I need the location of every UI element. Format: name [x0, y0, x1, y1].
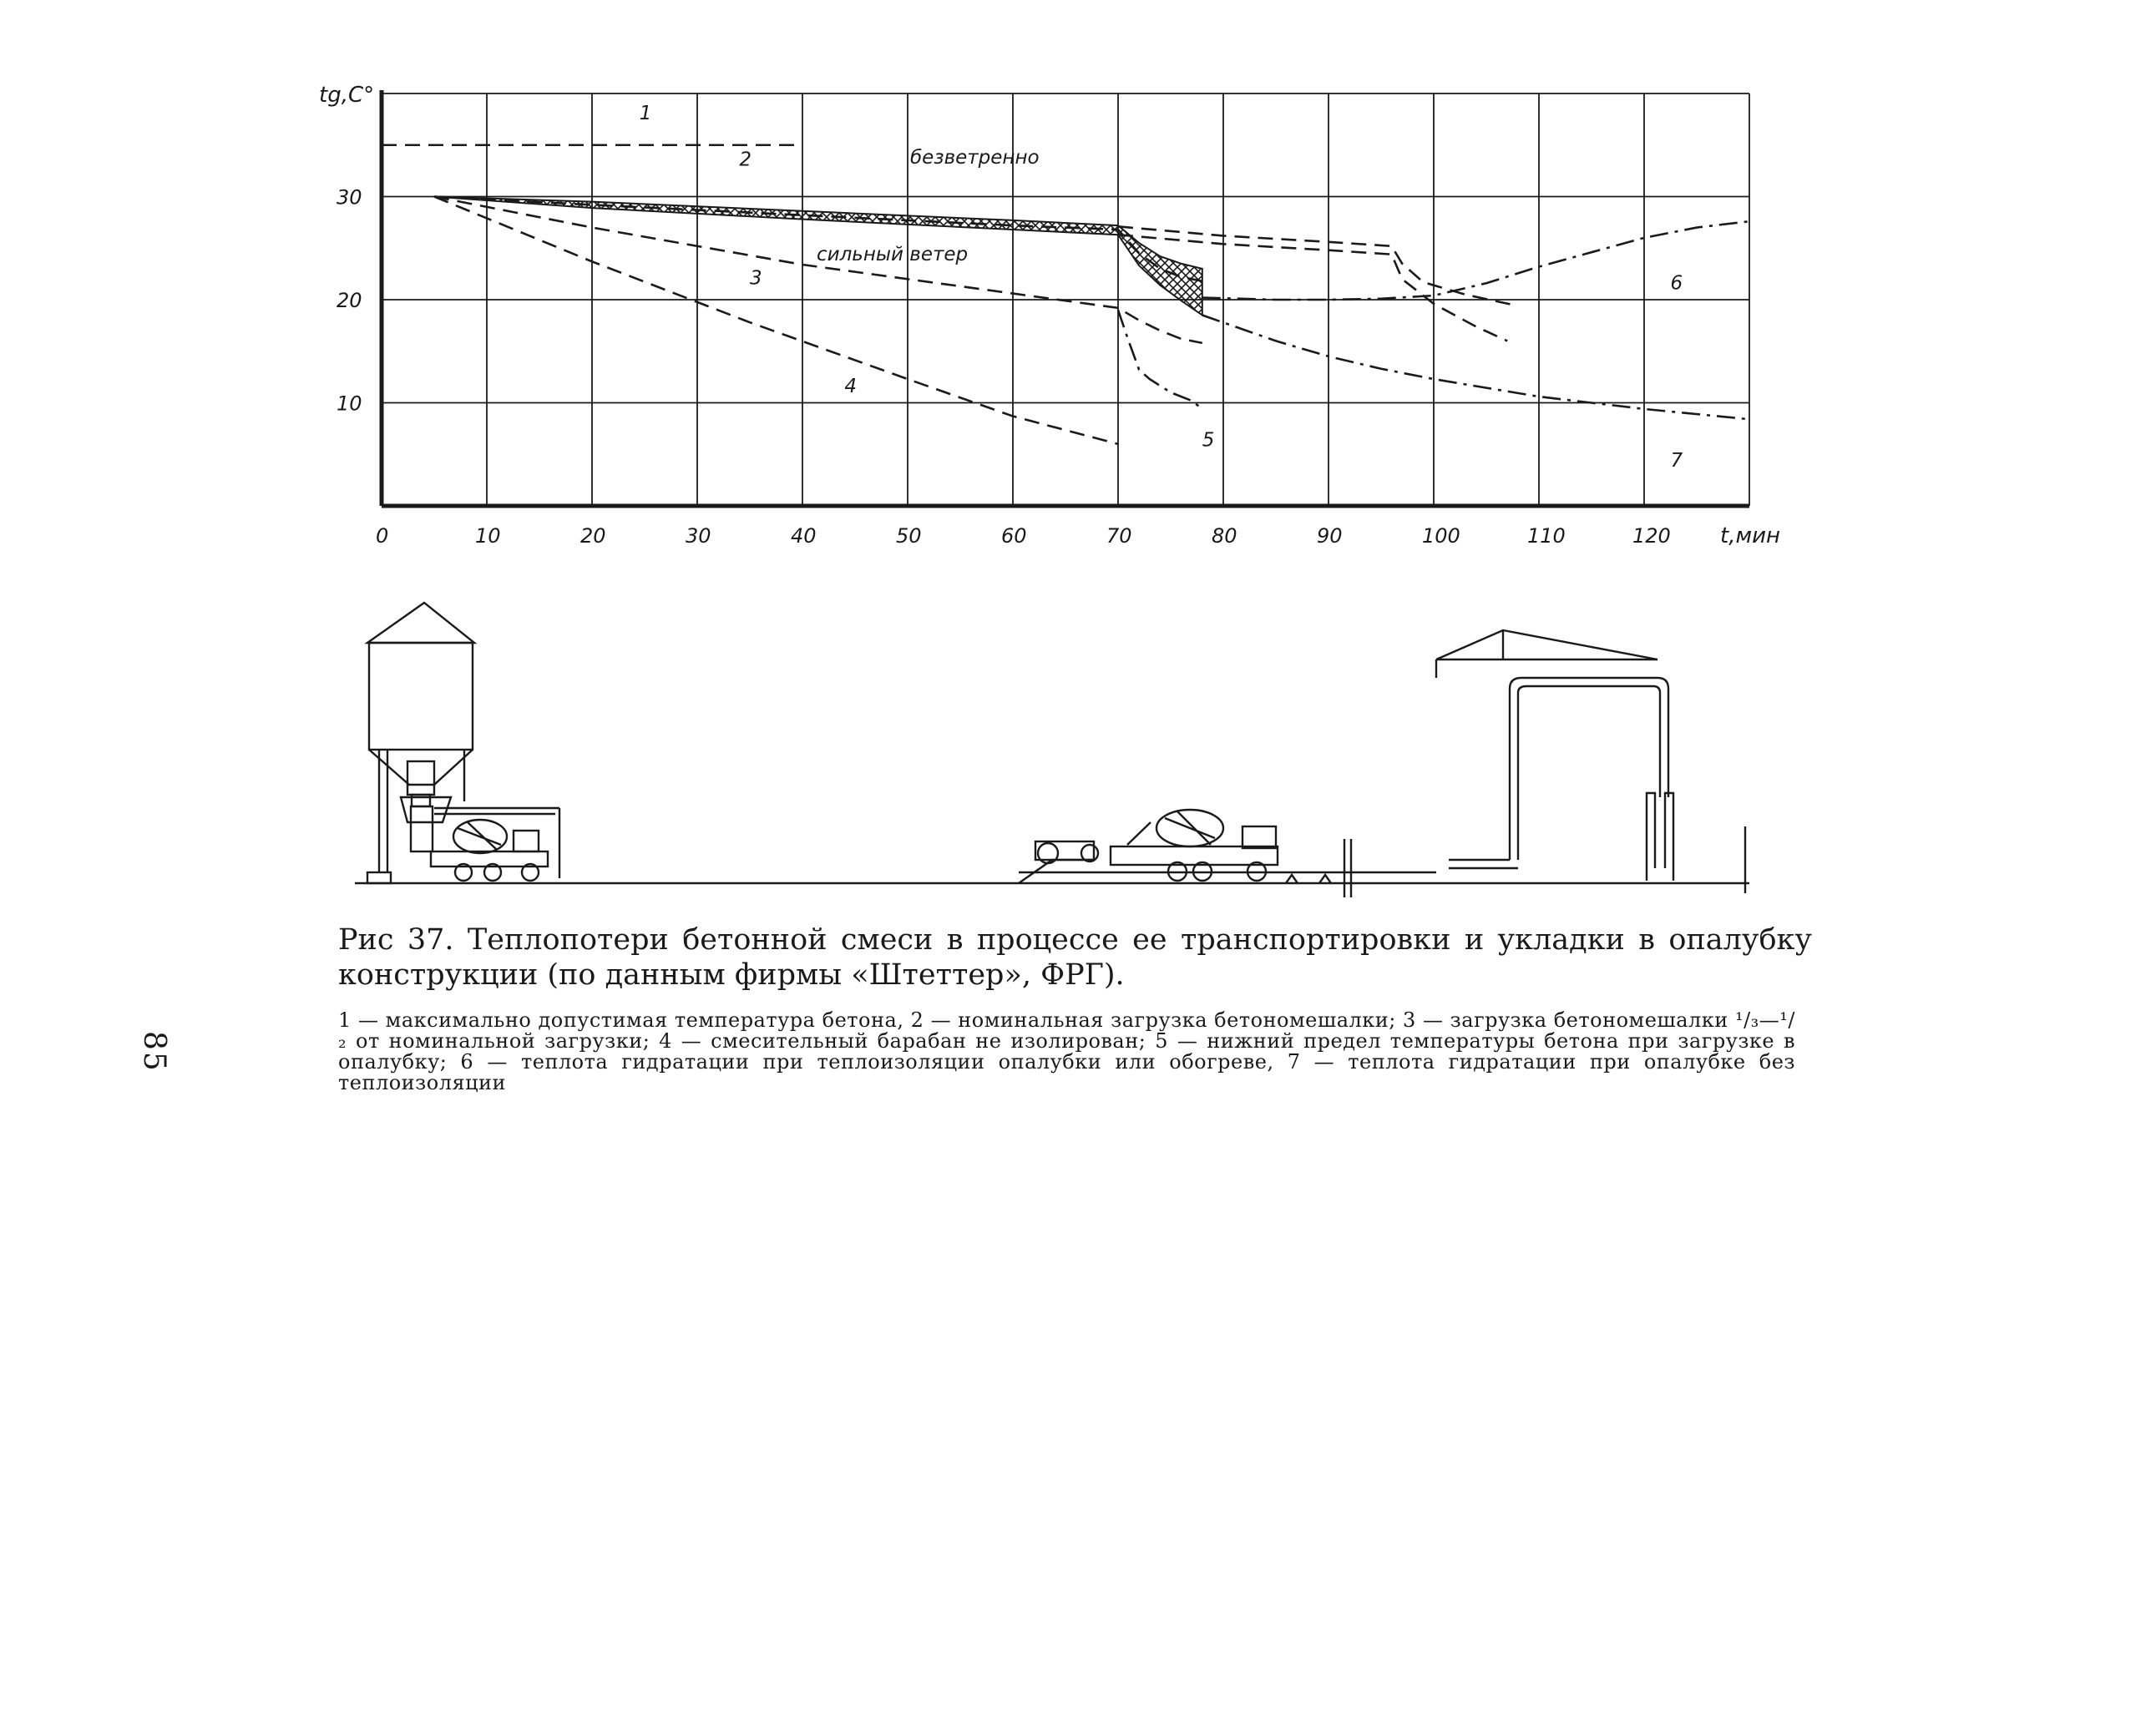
annotation-strong-wind: сильный ветер: [817, 244, 969, 265]
x-tick-label: 100: [1422, 524, 1460, 548]
page-number: 85: [137, 1031, 171, 1073]
x-tick-label: 120: [1632, 524, 1671, 548]
figure-caption: Рис 37. Теплопотери бетонной смеси в процессе ее транспортировки и укладки в опалубку конструкции (по данным фирмы «Штеттер», ФРГ).: [338, 923, 1812, 992]
annotation-no-wind: безветренно: [910, 147, 1040, 169]
x-tick-label: 90: [1317, 524, 1343, 548]
silo-illustration: [367, 603, 474, 883]
series-label-2: 2: [739, 149, 752, 171]
y-axis-label: tg,C°: [319, 83, 375, 108]
series-label-6: 6: [1670, 272, 1683, 295]
mixer-truck-left: [431, 820, 548, 881]
y-tick-label: 30: [337, 185, 362, 210]
series-label-1: 1: [639, 102, 652, 124]
x-tick-label: 0: [376, 524, 389, 548]
mixer-truck-right: [1019, 810, 1436, 883]
series-label-4: 4: [844, 376, 858, 398]
series-label-7: 7: [1670, 450, 1683, 472]
series-label-3: 3: [750, 267, 762, 290]
x-tick-label: 30: [686, 524, 711, 548]
x-tick-label: 70: [1106, 524, 1132, 548]
x-tick-label: 50: [896, 524, 922, 548]
x-tick-label: 60: [1001, 524, 1027, 548]
formwork-gantry: [1344, 630, 1745, 897]
series-label-5: 5: [1202, 429, 1215, 452]
x-tick-label: 20: [580, 524, 606, 548]
y-tick-label: 20: [337, 289, 362, 312]
y-tick-label: 10: [337, 392, 362, 416]
figure-legend: 1 — максимально допустимая температура бетона, 2 — номинальная загрузка бетономешалки; 3 — загрузка бетономешалки ¹/₃—¹/₂ от номинальной загрузки; 4 — смесительный барабан не изолирован; 5 — нижний предел температуры бетона при загрузке в опалубку; 6 — теплота гидратации при теплоизоляции опалубки или обогреве, 7 — теплота гидратации при опалубке без теплоизоляции: [338, 1008, 1795, 1094]
x-axis-label: t,мин: [1720, 523, 1780, 548]
x-tick-label: 110: [1527, 524, 1566, 548]
x-tick-label: 10: [475, 524, 501, 548]
x-tick-label: 80: [1212, 524, 1237, 548]
x-tick-label: 40: [791, 524, 817, 548]
